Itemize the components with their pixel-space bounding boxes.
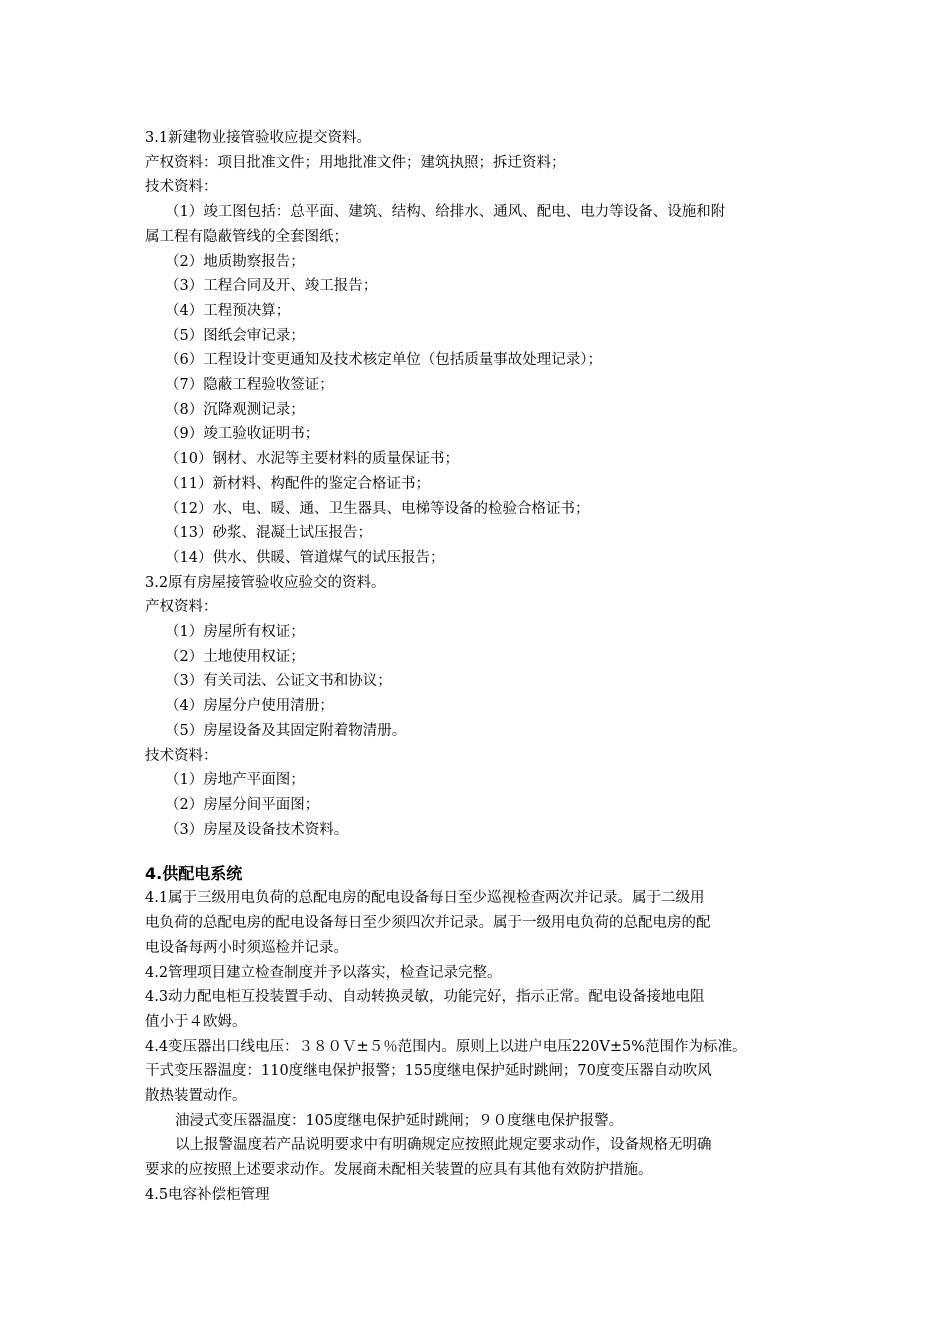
list-item-continuation: 属工程有隐蔽管线的全套图纸；: [145, 228, 348, 245]
oil-transformer-line: 油浸式变压器温度：105度继电保护延时跳闸；９０度继电保护报警。: [175, 1112, 624, 1129]
section-4-5-title: 4.5电容补偿柜管理: [145, 1186, 270, 1203]
list-item: （3）有关司法、公证文书和协议；: [165, 673, 392, 690]
paragraph-line: 4.1属于三级用电负荷的总配电房的配电设备每日至少巡视检查两次并记录。属于二级用: [145, 890, 705, 907]
property-docs-line: 产权资料：项目批准文件；用地批准文件；建筑执照；拆迁资料；: [145, 154, 566, 171]
list-item: （2）房屋分间平面图；: [165, 796, 320, 813]
paragraph-line: 干式变压器温度：110度继电保护报警；155度继电保护延时跳闸；70度变压器自动吹风: [145, 1063, 712, 1080]
tech-docs-label: 技术资料：: [145, 179, 218, 196]
paragraph-line: 电负荷的总配电房的配电设备每日至少须四次并记录。属于一级用电负荷的总配电房的配: [145, 915, 711, 932]
list-item: （5）图纸会审记录；: [165, 327, 305, 344]
tech-docs-label: 技术资料：: [145, 747, 218, 764]
list-item: （9）竣工验收证明书；: [165, 426, 320, 443]
list-item: （10）钢材、水泥等主要材料的质量保证书；: [165, 451, 459, 468]
list-item: （13）砂浆、混凝土试压报告；: [165, 525, 372, 542]
list-item: （4）工程预决算；: [165, 302, 291, 319]
document-page: [145, 126, 825, 1208]
paragraph-line: 电设备每两小时须巡检并记录。: [145, 939, 348, 956]
list-item: （7）隐蔽工程验收签证；: [165, 377, 334, 394]
paragraph-line: 4.3动力配电柜互投装置手动、自动转换灵敏，功能完好，指示正常。配电设备接地电阻: [145, 989, 705, 1006]
list-item: （8）沉降观测记录；: [165, 401, 305, 418]
list-item: （4）房屋分户使用清册；: [165, 698, 334, 715]
section-4-heading: 4.供配电系统: [145, 864, 243, 884]
list-item: （5）房屋设备及其固定附着物清册。: [165, 722, 407, 739]
paragraph-line: 4.2管理项目建立检查制度并予以落实，检查记录完整。: [145, 964, 502, 981]
alarm-note-line: 要求的应按照上述要求动作。发展商未配相关装置的应具有其他有效防护措施。: [145, 1162, 653, 1179]
paragraph-line: 4.4变压器出口线电压：３８０Ｖ±５％范围内。原则上以进户电压220V±5%范围作为标准。: [145, 1038, 747, 1055]
list-item: （1）房屋所有权证；: [165, 624, 305, 641]
section-3-1-title: 3.1新建物业接管验收应提交资料。: [145, 130, 372, 146]
list-item: （6）工程设计变更通知及技术核定单位（包括质量事故处理记录）；: [165, 352, 602, 369]
list-item: （2）地质勘察报告；: [165, 253, 305, 270]
list-item: （3）房屋及设备技术资料。: [165, 821, 349, 838]
paragraph-line: 散热装置动作。: [145, 1088, 247, 1105]
property-docs-label: 产权资料：: [145, 599, 218, 616]
section-3-2-title: 3.2原有房屋接管验收应验交的资料。: [145, 574, 386, 591]
list-item: （1）房地产平面图；: [165, 772, 305, 789]
list-item: （3）工程合同及开、竣工报告；: [165, 278, 378, 295]
paragraph-line: 值小于４欧姆。: [145, 1013, 247, 1030]
list-item: （1）竣工图包括：总平面、建筑、结构、给排水、通风、配电、电力等设备、设施和附: [165, 204, 726, 221]
list-item: （2）土地使用权证；: [165, 648, 305, 665]
list-item: （11）新材料、构配件的鉴定合格证书；: [165, 475, 430, 492]
list-item: （14）供水、供暖、管道煤气的试压报告；: [165, 549, 445, 566]
alarm-note-line: 以上报警温度若产品说明要求中有明确规定应按照此规定要求动作，设备规格无明确: [175, 1137, 712, 1154]
list-item: （12）水、电、暖、通、卫生器具、电梯等设备的检验合格证书；: [165, 500, 590, 517]
